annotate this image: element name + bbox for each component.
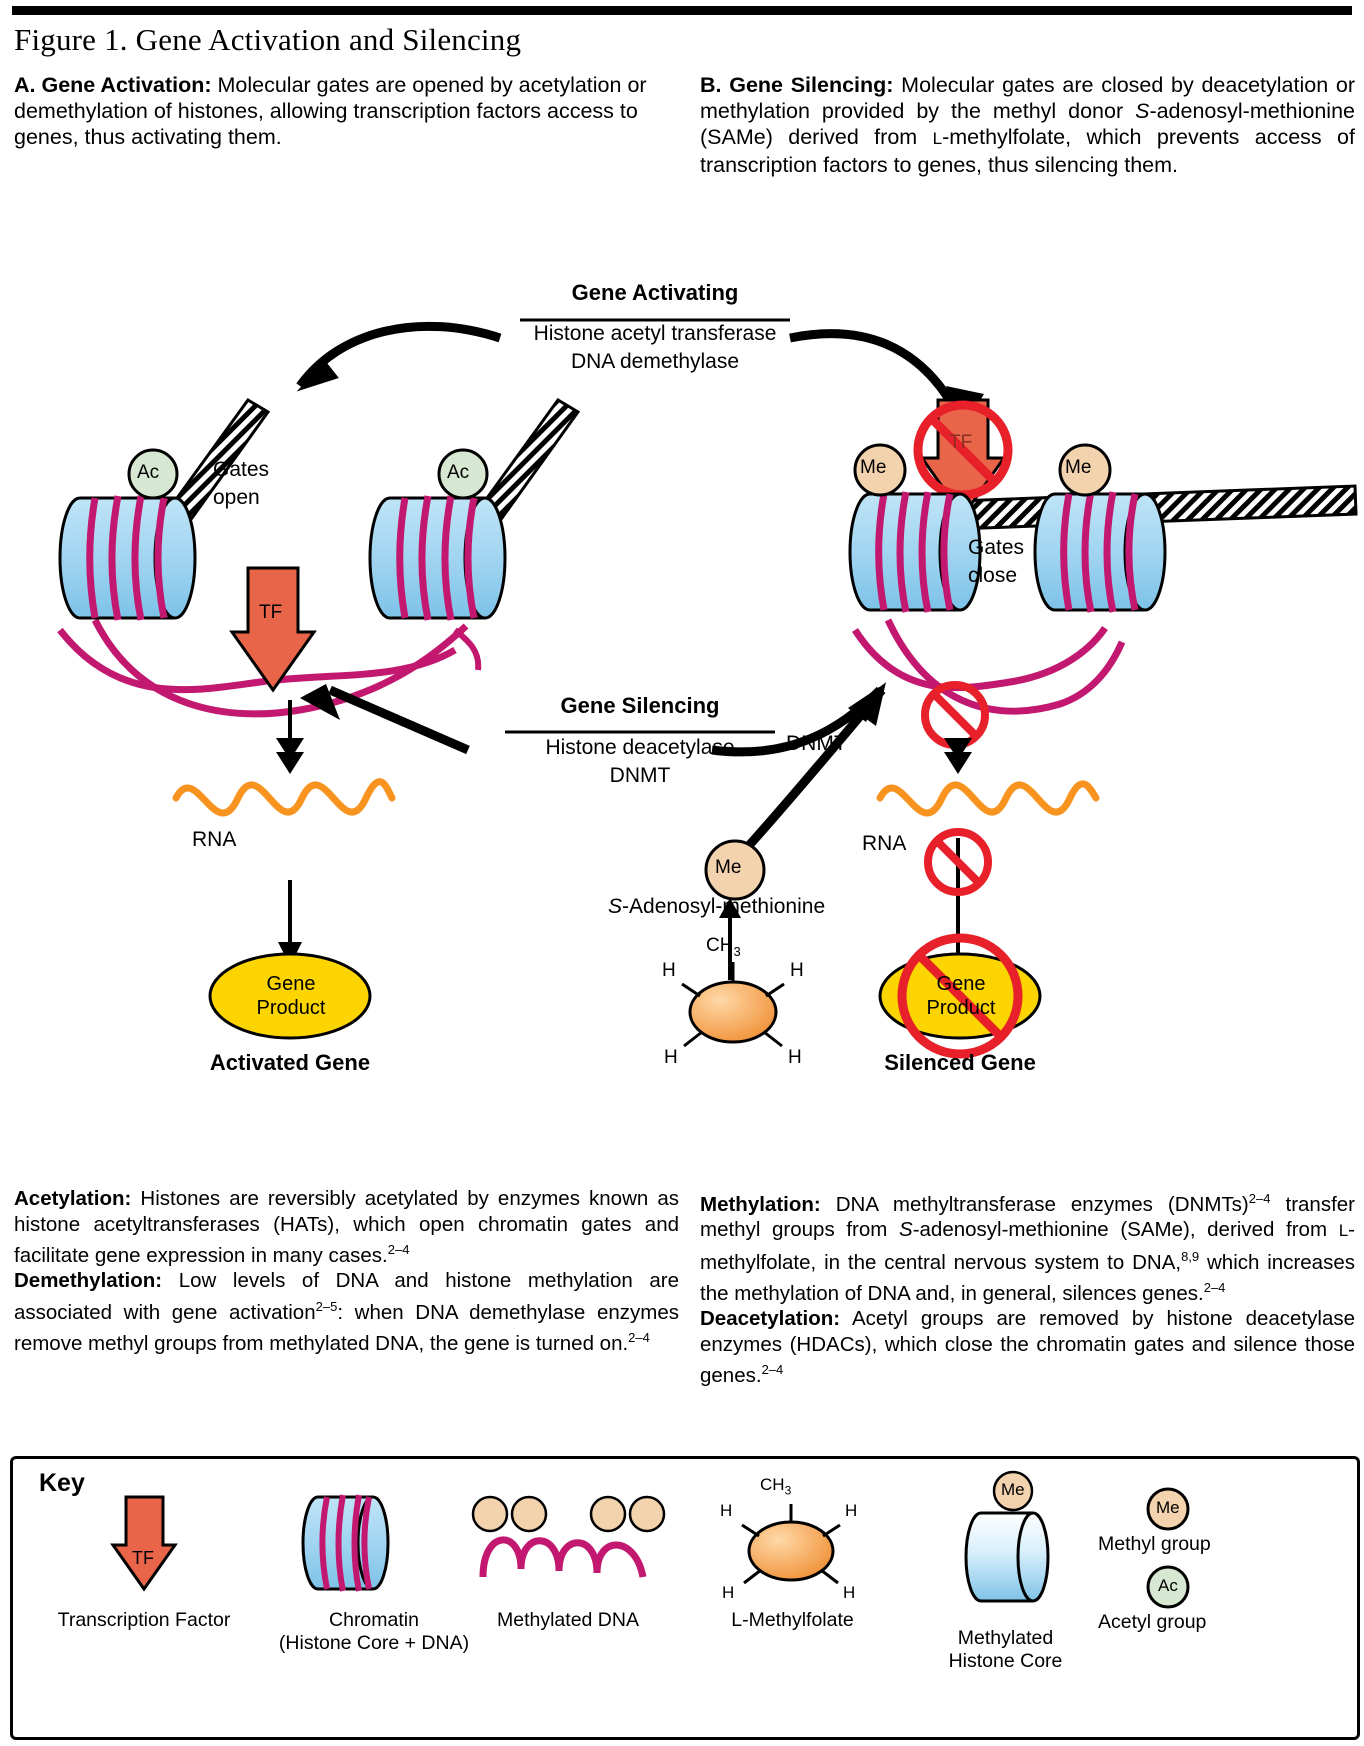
key-title: Key: [39, 1469, 85, 1497]
key-h-3: H: [722, 1583, 735, 1602]
tf-label-left: TF: [259, 602, 283, 623]
key-transcription-factor-icon: [113, 1497, 175, 1589]
transcription-factor-arrow-left: [232, 568, 314, 690]
chromatin-right-1: [850, 492, 980, 612]
demethylation-text-2: : when DNA demethylase enzymes remove methyl groups from methylated DNA, the gene is turned on.: [14, 1300, 679, 1355]
methylation-sup-2: 8,9: [1181, 1248, 1200, 1264]
key-h-1: H: [720, 1501, 733, 1520]
demethylation-sup-1: 2–5: [315, 1298, 338, 1314]
methylation-text-4: -methylfolate, in the central nervous system to DNA,: [700, 1218, 1355, 1274]
acetylation-sup: 2–4: [387, 1242, 410, 1257]
sam-label: [608, 895, 825, 919]
gene-activating-line1: Histone acetyl transferase: [533, 322, 777, 345]
dna-strand-right-lower: [888, 620, 1122, 711]
right-transcription-chevron-2: [944, 752, 972, 774]
gene-activating-arrow-right: [790, 334, 960, 418]
panel-b-caption: [700, 72, 1355, 178]
panel-b-text-3: -methylfolate, which prevents access of transcription factors to genes, thus silencing them.: [700, 125, 1355, 177]
methylation-text-3: -adenosyl-methionine (SAMe), derived from: [912, 1218, 1339, 1242]
key-caption-chromatin-2: (Histone Core + DNA): [278, 1632, 470, 1654]
key-caption-acetyl-group: Acetyl group: [1098, 1611, 1207, 1633]
chromatin-left-2: [370, 496, 505, 620]
ch3-subscript: 3: [733, 943, 741, 959]
acetylation-text: Histones are reversibly acetylated by enzymes known as histone acetyltransferases (HATs), which open chromatin gates and facilitate gene expression in many cases.: [14, 1187, 679, 1267]
key-box: [10, 1456, 1360, 1740]
key-caption-methylfolate: L-Methylfolate: [731, 1609, 854, 1631]
key-ac-label: Ac: [1158, 1576, 1178, 1595]
bottom-left-text: [14, 1186, 679, 1356]
methylation-text-2: transfer methyl groups from: [700, 1192, 1355, 1242]
top-rule: [12, 6, 1352, 15]
key-me-label-core: Me: [1001, 1480, 1025, 1499]
deacetylation-heading: Deacetylation:: [700, 1307, 841, 1331]
rna-squiggle-right: [880, 784, 1096, 813]
panel-a-caption: [14, 72, 674, 150]
key-caption-chromatin-1: Chromatin: [329, 1609, 419, 1631]
activated-gene-label: Activated Gene: [209, 1050, 371, 1075]
panel-a-heading: A. Gene Activation:: [14, 73, 212, 97]
gene-product-left: [210, 954, 370, 1038]
acetyl-label-2: Ac: [447, 462, 470, 483]
key-caption-tf: Transcription Factor: [57, 1609, 231, 1631]
sam-rest: -Adenosyl-methionine: [622, 895, 826, 918]
diagram-svg: [0, 290, 1364, 1180]
h-label-3: H: [664, 1047, 678, 1068]
gene-product-left-line1: Gene: [266, 973, 316, 995]
gate-bar-left-2: [482, 400, 578, 518]
key-caption-methyl-group: Methyl group: [1098, 1533, 1211, 1555]
rna-label-left: RNA: [192, 828, 237, 851]
deacetylation-text: Acetyl groups are removed by histone deacetylase enzymes (HDACs), which close the chromatin gates and silence those genes.: [700, 1307, 1355, 1388]
methylation-sup-3: 2–4: [1203, 1280, 1226, 1296]
panel-a-text: Molecular gates are opened by acetylation or demethylation of histones, allowing transcription factors access to genes, thus activating them.: [14, 73, 647, 149]
figure-title: Figure 1. Gene Activation and Silencing: [14, 22, 522, 57]
key-tf-label: TF: [132, 1548, 154, 1568]
key-chromatin-icon: [303, 1495, 388, 1591]
methylation-text-5: which increases the methylation of DNA and, in general, silences genes.: [700, 1250, 1355, 1305]
key-h-2: H: [845, 1501, 858, 1520]
methyl-label-2: Me: [1065, 457, 1092, 478]
demethylation-sup-2: 2–4: [628, 1330, 650, 1346]
key-ch3-label: [760, 1475, 791, 1497]
gene-activating-title: Gene Activating: [571, 280, 739, 305]
chromatin-right-2: [1035, 492, 1165, 612]
key-ch3-text: CH: [760, 1475, 785, 1494]
methylation-heading: Methylation:: [700, 1192, 821, 1216]
methyl-label-1: Me: [860, 457, 887, 478]
gates-open-line1: Gates: [213, 458, 270, 481]
panel-b-heading: B. Gene Silencing:: [700, 73, 894, 97]
gates-close-line2: close: [968, 564, 1018, 587]
panel-b-text-2: -adenosyl-methionine (SAMe) derived from: [700, 99, 1355, 149]
panel-b-sam-italic: S: [1135, 99, 1150, 123]
key-caption-methylated-core-2: Histone Core: [948, 1650, 1063, 1672]
panel-b-text-1: Molecular gates are closed by deacetylation or methylation provided by the methyl donor: [700, 73, 1356, 123]
gene-product-right-line2: Product: [926, 997, 996, 1019]
gene-silencing-line2: DNMT: [609, 764, 671, 787]
rna-label-right: RNA: [862, 832, 907, 855]
dna-tail-left: [455, 630, 478, 670]
gates-open-line2: open: [213, 486, 260, 509]
acetylation-heading: Acetylation:: [14, 1187, 132, 1210]
h-label-2: H: [790, 960, 804, 981]
gene-product-right-line1: Gene: [936, 973, 986, 995]
key-ch3-subscript: 3: [784, 1483, 792, 1498]
key-h-4: H: [843, 1583, 856, 1602]
gene-silencing-title: Gene Silencing: [560, 693, 720, 718]
panel-b-l-smallcap: L: [932, 129, 943, 148]
key-caption-methylated-dna: Methylated DNA: [497, 1609, 639, 1631]
key-me-label: Me: [1156, 1498, 1180, 1517]
deacetylation-sup: 2–4: [761, 1362, 784, 1378]
ch3-label: [706, 935, 741, 959]
gene-silencing-line1: Histone deacetylase: [545, 736, 735, 759]
h-label-4: H: [788, 1047, 802, 1068]
acetyl-label-1: Ac: [137, 462, 160, 483]
key-svg: [13, 1459, 1353, 1731]
methyl-label-sam: Me: [715, 857, 742, 878]
demethylation-text-1: Low levels of DNA and histone methylation are associated with gene activation: [14, 1269, 679, 1324]
key-methylated-dna-icon: [473, 1497, 664, 1577]
tf-label-right: TF: [949, 432, 973, 453]
diagram-canvas: [0, 280, 1364, 1180]
dnmt-label: DNMT: [786, 732, 847, 755]
key-caption-methylated-core-1: Methylated: [957, 1627, 1054, 1649]
gates-close-line1: Gates: [968, 536, 1025, 559]
sam-italic: S: [608, 895, 623, 918]
demethylation-heading: Demethylation:: [14, 1269, 163, 1293]
methylation-italic: S: [899, 1218, 913, 1242]
h-label-1: H: [662, 960, 676, 981]
gene-silencing-arrow-left: [330, 690, 468, 750]
rna-squiggle-left: [176, 782, 392, 813]
bottom-right-text: [700, 1186, 1355, 1389]
gene-activating-line2: DNA demethylase: [570, 350, 740, 373]
methylation-smallcap: L: [1338, 1221, 1349, 1241]
methylation-sup-1: 2–4: [1248, 1191, 1271, 1206]
ch3-text: CH: [706, 935, 734, 956]
key-l-methylfolate-icon: [742, 1504, 840, 1583]
dna-strand-right: [855, 628, 1105, 688]
l-methylfolate-icon: [690, 982, 776, 1042]
methylation-text-1: DNA methyltransferase enzymes (DNMTs): [820, 1192, 1249, 1216]
silenced-gene-label: Silenced Gene: [884, 1050, 1036, 1075]
chromatin-left-1: [60, 496, 195, 620]
gene-product-left-line2: Product: [256, 997, 326, 1019]
